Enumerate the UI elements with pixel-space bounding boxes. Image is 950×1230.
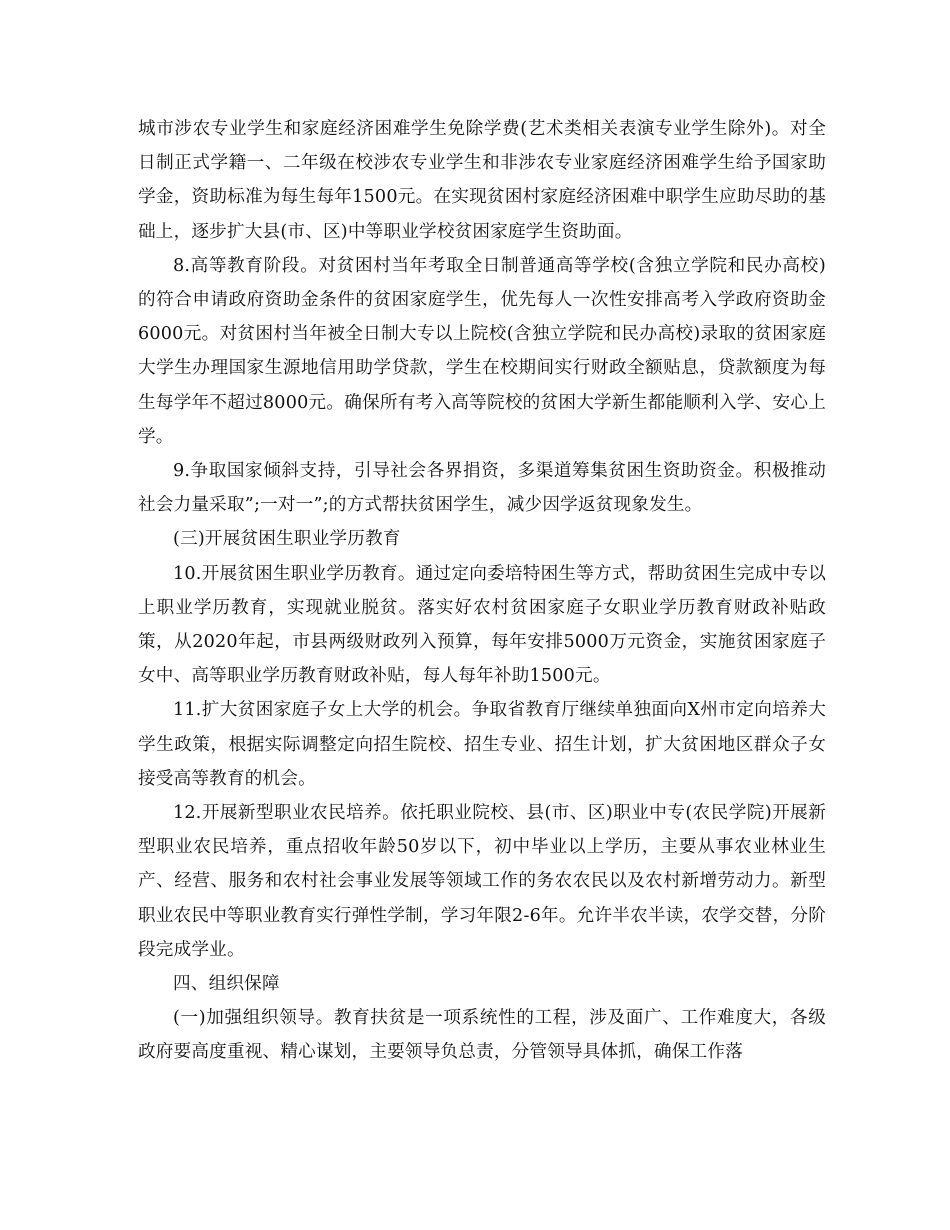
paragraph-continuation: 城市涉农专业学生和家庭经济困难学生免除学费(艺术类相关表演专业学生除外)。对全日制正式学籍一、二年级在校涉农专业学生和非涉农专业家庭经济困难学生给予国家助学金，资助标准为每生每年1500元。在实现贫困村家庭经济困难中职学生应助尽助的基础上，逐步扩大县(市、区)中等职业学校贫困家庭学生资助面。: [138, 119, 826, 242]
section-heading-3: (三)开展贫困生职业学历教育: [173, 529, 401, 550]
paragraph-item-10: 10.开展贫困生职业学历教育。通过定向委培特困生等方式，帮助贫困生完成中专以上职业学历教育，实现就业脱贫。落实好农村贫困家庭子女职业学历教育财政补贴政策，从2020年起，市县两级财政列入预算，每年安排5000万元资金，实施贫困家庭子女中、高等职业学历教育财政补贴，每人每年补助1500元。: [138, 563, 826, 687]
paragraph-item-9: 9.争取国家倾斜支持，引导社会各界捐资，多渠道筹集贫困生资助资金。积极推动社会力量采取”;一对一”;的方式帮扶贫困学生，减少因学返贫现象发生。: [138, 461, 826, 516]
paragraph-subsection-1: (一)加强组织领导。教育扶贫是一项系统性的工程，涉及面广、工作难度大，各级政府要高度重视、精心谋划，主要领导负总责，分管领导具体抓，确保工作落: [138, 1008, 826, 1063]
section-heading-4: 四、组织保障: [173, 974, 280, 995]
paragraph-item-11: 11.扩大贫困家庭子女上大学的机会。争取省教育厅继续单独面向X州市定向培养大学生政策，根据实际调整定向招生院校、招生专业、招生计划，扩大贫困地区群众子女接受高等教育的机会。: [138, 700, 826, 789]
paragraph-item-12: 12.开展新型职业农民培养。依托职业院校、县(市、区)职业中专(农民学院)开展新型职业农民培养，重点招收年龄50岁以下，初中毕业以上学历，主要从事农业林业生产、经营、服务和农村社会事业发展等领域工作的务农农民以及农村新增劳动力。新型职业农民中等职业教育实行弹性学制，学习年限2-6年。允许半农半读，农学交替，分阶段完成学业。: [138, 803, 826, 960]
paragraph-item-8: 8.高等教育阶段。对贫困村当年考取全日制普通高等学校(含独立学院和民办高校)的符合申请政府资助金条件的贫困家庭学生，优先每人一次性安排高考入学政府资助金6000元。对贫困村当年被全日制大专以上院校(含独立学院和民办高校)录取的贫困家庭大学生办理国家生源地信用助学贷款，学生在校期间实行财政全额贴息，贷款额度为每生每学年不超过8000元。确保所有考入高等院校的贫困大学新生都能顺利入学、安心上学。: [138, 255, 826, 447]
document-body: [138, 112, 826, 1070]
